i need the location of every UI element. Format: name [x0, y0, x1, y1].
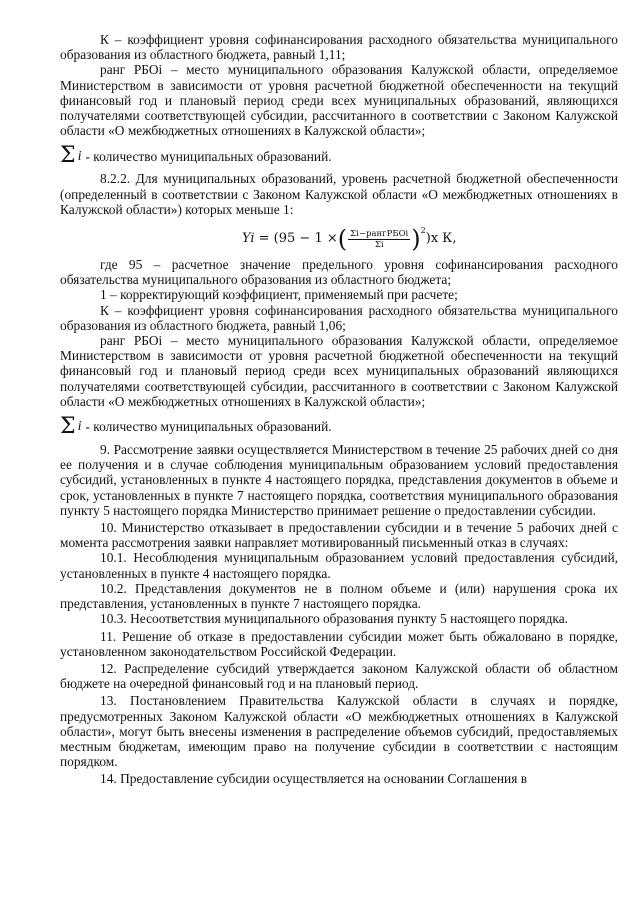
formula-close-main: ) — [425, 231, 431, 247]
formula-lhs: Yi — [242, 231, 255, 247]
sum2-text: - количество муниципальных образований. — [85, 419, 332, 435]
formula-close-paren: ) — [411, 225, 421, 254]
sum1-text: - количество муниципальных образований. — [85, 148, 332, 164]
sum1-line — [60, 143, 618, 169]
sum2-line — [60, 414, 618, 440]
p10-2-paragraph: 10.2. Представления документов не в полном объеме и (или) нарушения срока их представления, установленных в пункте 7 настоящего порядка. — [60, 580, 618, 612]
p10-3-paragraph: 10.3. Несоответствия муниципального образования пункту 5 настоящего порядка. — [100, 611, 568, 627]
p11-paragraph: 11. Решение об отказе в предоставлении субсидии может быть обжаловано в порядке, установленном законодательством Российской Федерации. — [60, 628, 618, 659]
sum-symbol: Σ — [60, 143, 76, 169]
k2-paragraph: К – коэффициент уровня софинансирования расходного обязательства муниципального образования из областного бюджета, равный 1,06; — [60, 302, 618, 333]
formula-denominator: Σi — [374, 239, 384, 250]
p14-paragraph: 14. Предоставление субсидии осуществляется на основании Соглашения в — [100, 771, 528, 787]
p12-paragraph: 12. Распределение субсидий утверждается законом Калужской области об областном бюджете на очередной финансовый год и на плановый период. — [60, 660, 618, 692]
rank2-paragraph: ранг РБОi – место муниципального образования Калужской области, определяемое Министерством в зависимости от уровня расчетной бюджетной обеспеченности на текущий финансовый год и плановый период среди всех муниципальных образований являющихся получателями соответствующей субсидии, рассчитанного в соответствии с Законом Калужской области «О межбюджетных отношениях в Калужской области»; — [60, 333, 618, 409]
formula-tail: x К, — [430, 231, 457, 247]
where95-paragraph: где 95 – расчетное значение предельного уровня софинансирования расходного обязательства муниципального образования из областного бюджета; — [60, 257, 618, 288]
p13-paragraph: 13. Постановлением Правительства Калужской области в случаях и порядке, предусмотренных Законом Калужской области «О межбюджетных отношениях в Калужской области», могут быть внесены изменения в распределение объемов субсидий, предоставляемых местным бюджетам, имеющим право на получение субсидии в соответствии с настоящим порядком. — [60, 693, 618, 770]
p10-paragraph: 10. Министерство отказывает в предоставлении субсидии и в течение 5 рабочих дней с момента рассмотрения заявки направляет мотивированный письменный отказ в случаях: — [60, 520, 618, 551]
sum-index: i — [77, 148, 82, 164]
p10-1-paragraph: 10.1. Несоблюдения муниципальным образованием условий предоставления субсидий, установленных в пункте 4 настоящего порядка. — [60, 550, 618, 581]
sum-index: i — [77, 419, 82, 435]
k1-paragraph: К – коэффициент уровня софинансирования расходного обязательства муниципального образования из областного бюджета, равный 1,11; — [60, 32, 618, 63]
formula-power: 2 — [420, 226, 426, 236]
rank1-paragraph: ранг РБОi – место муниципального образования Калужской области, определяемое Министерством в зависимости от уровня расчетной бюджетной обеспеченности на текущий финансовый год и плановый период среди всех муниципальных образований, являющихся получателями соответствующей субсидии, рассчитанного в соответствии с Законом Калужской области «О межбюджетных отношениях в Калужской области»; — [60, 62, 618, 139]
document-page — [60, 32, 618, 787]
formula-open-paren: ( — [337, 225, 348, 254]
formula-fraction — [348, 229, 410, 250]
formula — [60, 223, 618, 253]
p9-paragraph: 9. Рассмотрение заявки осуществляется Министерством в течение 25 рабочих дней со дня ее получения и в случае соблюдения муниципальным образованием условий предоставления субсидий, установленных в пункте 4 настоящего порядка, представления документов в объеме и срок, установленных в пункте 7 настоящего порядка, соответствия муниципального образования пункту 5 настоящего порядка Министерство принимает решение о предоставлении субсидии. — [60, 442, 618, 518]
p822-paragraph: 8.2.2. Для муниципальных образований, уровень расчетной бюджетной обеспеченности (определенный в соответствии с Законом Калужской области «О межбюджетных отношениях в Калужской области») которых меньше 1: — [60, 171, 618, 217]
formula-numerator: Σi−рангРБОi — [350, 228, 409, 239]
sum-symbol: Σ — [60, 414, 76, 440]
corr-paragraph: 1 – корректирующий коэффициент, применяемый при расчете; — [100, 287, 458, 303]
formula-eq: = (95 − 1 × — [258, 231, 338, 247]
